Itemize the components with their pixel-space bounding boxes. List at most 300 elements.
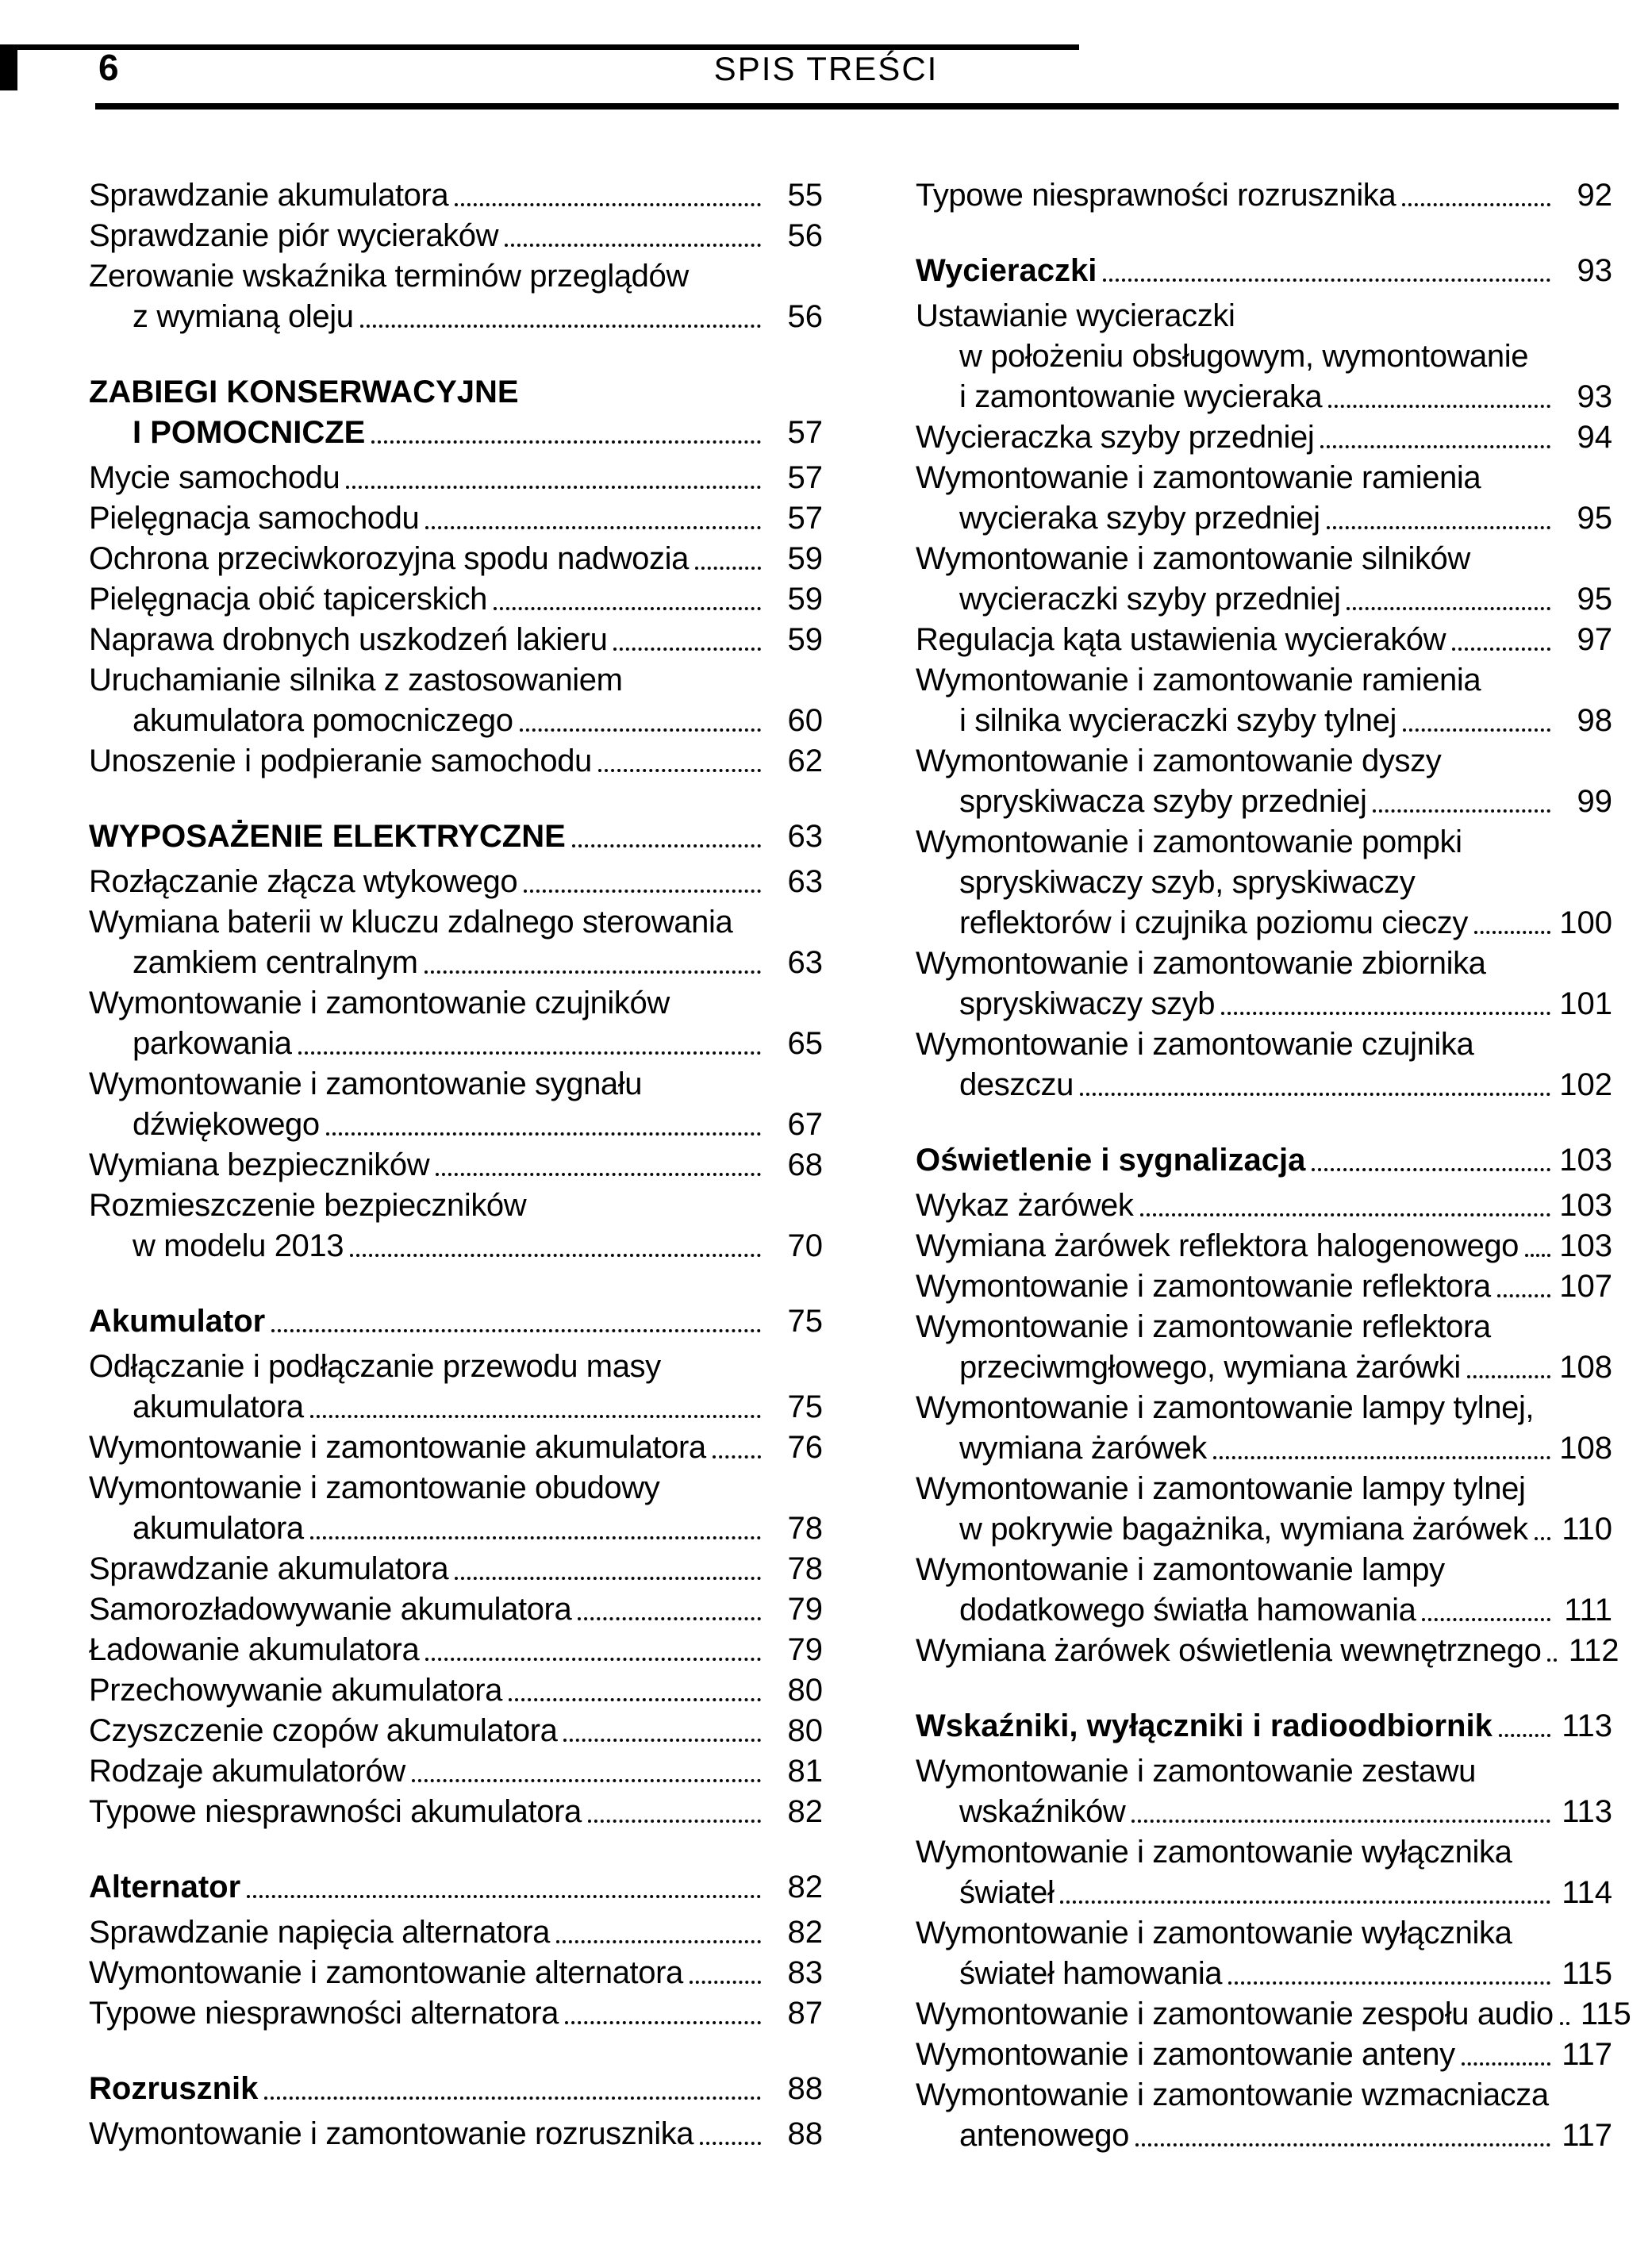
dot-leader (695, 567, 761, 570)
dot-leader (425, 1658, 761, 1661)
toc-line (916, 1704, 1612, 1744)
toc-page-number: 108 (1559, 1350, 1612, 1385)
toc-line (89, 213, 823, 254)
toc-line-text: Wymiana żarówek reflektora halogenowego (916, 1228, 1519, 1263)
toc-entry (89, 1628, 823, 1668)
toc-page-number: 93 (1577, 253, 1612, 288)
toc-line-text: Wymontowanie i zamontowanie lampy tylnej, (916, 1390, 1535, 1425)
toc-line (916, 1870, 1612, 1911)
toc-line-text: w modelu 2013 (133, 1228, 344, 1263)
toc-entry (916, 2073, 1612, 2154)
toc-line-text: Wykaz żarówek (916, 1188, 1134, 1223)
toc-entry (916, 415, 1612, 455)
toc-line-text: Czyszczenie czopów akumulatora (89, 1713, 558, 1748)
toc-page-number: 56 (787, 218, 823, 253)
toc-line (89, 1143, 823, 1183)
dot-leader (1221, 1012, 1550, 1015)
toc-heading (89, 814, 823, 855)
toc-line (89, 1102, 823, 1143)
toc-page-number: 97 (1577, 622, 1612, 657)
toc-line (89, 173, 823, 213)
toc-page-number: 88 (787, 2071, 823, 2106)
toc-line (89, 496, 823, 536)
toc-entry (89, 1749, 823, 1789)
dot-leader (271, 1329, 761, 1332)
toc-line (89, 455, 823, 496)
toc-heading (89, 1299, 823, 1339)
toc-page-number: 82 (787, 1794, 823, 1829)
toc-entry (89, 1344, 823, 1425)
dot-leader (455, 1577, 761, 1580)
toc-line (916, 1789, 1612, 1830)
dot-leader (1560, 2022, 1569, 2025)
toc-page-number: 75 (787, 1304, 823, 1339)
toc-line (916, 1830, 1612, 1870)
toc-line-text: Wymontowanie i zamontowanie wyłącznika (916, 1916, 1512, 1950)
toc-line-text: reflektorów i czujnika poziomu cieczy (959, 905, 1469, 940)
toc-page-number: 94 (1577, 420, 1612, 455)
toc-line-text: Wymontowanie i zamontowanie pompki (916, 824, 1462, 859)
toc-page-number: 59 (787, 541, 823, 576)
toc-line (916, 739, 1612, 779)
toc-entry (89, 617, 823, 658)
dot-leader (1228, 1981, 1550, 1985)
toc-page-number: 98 (1577, 703, 1612, 738)
toc-entry (89, 658, 823, 739)
toc-line-text: Typowe niesprawności alternatora (89, 1996, 559, 2031)
toc-page-number: 95 (1577, 582, 1612, 617)
toc-entry (916, 1022, 1612, 1103)
dot-leader (436, 1173, 761, 1176)
toc-line (916, 1022, 1612, 1063)
toc-entry (916, 294, 1612, 415)
toc-line-text: wskaźników (959, 1794, 1126, 1829)
toc-line-text: Wymontowanie i zamontowanie sygnału (89, 1067, 643, 1101)
toc-page-number: 93 (1577, 379, 1612, 414)
toc-page-number: 57 (787, 415, 823, 450)
toc-line-text: Unoszenie i podpieranie samochodu (89, 744, 592, 778)
toc-entry (916, 1628, 1619, 1669)
toc-line-text: Rozrusznik (89, 2071, 259, 2106)
dot-leader (264, 2097, 761, 2100)
toc-page-number: 103 (1559, 1188, 1612, 1223)
toc-heading (89, 1865, 823, 1905)
toc-line (916, 1466, 1612, 1507)
toc-entry (89, 1950, 823, 1991)
toc-columns (0, 173, 1652, 2154)
toc-line (916, 1426, 1612, 1466)
page-header (0, 44, 1652, 90)
toc-entry (916, 455, 1612, 536)
toc-line (89, 1910, 823, 1950)
dot-leader (578, 1617, 761, 1620)
toc-line (916, 658, 1612, 698)
toc-page-number: 103 (1559, 1143, 1612, 1178)
toc-line (916, 2113, 1612, 2154)
toc-page-number: 101 (1559, 986, 1612, 1021)
dot-leader (1497, 1294, 1550, 1297)
toc-entry (916, 941, 1612, 1022)
toc-entry (89, 1789, 823, 1830)
toc-page-number: 117 (1562, 2118, 1612, 2153)
toc-line-text: Wymontowanie i zamontowanie zespołu audio (916, 1997, 1554, 2031)
dot-leader (1547, 1658, 1557, 1662)
toc-page-number: 63 (787, 864, 823, 899)
toc-line-text: Wymontowanie i zamontowanie silników (916, 541, 1470, 576)
toc-entry (916, 658, 1612, 739)
toc-entry (89, 900, 823, 981)
toc-line (916, 1385, 1612, 1426)
toc-line-text: Ustawianie wycieraczki (916, 298, 1235, 333)
toc-line (89, 1506, 823, 1547)
toc-page-number: 102 (1559, 1067, 1612, 1102)
toc-page-number: 62 (787, 744, 823, 778)
toc-page-number: 115 (1562, 1956, 1612, 1991)
toc-line (916, 982, 1612, 1022)
toc-line (916, 496, 1612, 536)
toc-entry (916, 1305, 1612, 1385)
page-title: SPIS TREŚCI (713, 50, 939, 87)
toc-line-text: Wymiana bezpieczników (89, 1147, 430, 1182)
toc-entry (916, 1224, 1612, 1264)
dot-leader (1474, 931, 1550, 934)
toc-entry (916, 2032, 1612, 2073)
dot-leader (524, 890, 761, 893)
dot-leader (247, 1895, 761, 1898)
toc-line (89, 698, 823, 739)
toc-entry (89, 213, 823, 254)
toc-page-number: 87 (787, 1996, 823, 2031)
dot-leader (425, 526, 761, 529)
toc-entry (89, 1910, 823, 1950)
dot-leader (556, 1940, 761, 1943)
toc-line-text: w pokrywie bagażnika, wymiana żarówek (959, 1512, 1528, 1547)
toc-line-text: akumulatora (133, 1511, 304, 1546)
toc-page-number: 65 (787, 1026, 823, 1061)
dot-leader (1312, 1168, 1550, 1171)
toc-line (916, 2032, 1612, 2073)
toc-line (916, 248, 1612, 289)
toc-line (916, 860, 1612, 901)
toc-line (89, 1628, 823, 1668)
toc-page-number: 82 (787, 1915, 823, 1950)
toc-line (916, 1305, 1612, 1345)
dot-leader (563, 1739, 761, 1742)
dot-leader (350, 1254, 761, 1257)
dot-leader (1422, 1618, 1550, 1621)
toc-entry (89, 455, 823, 496)
toc-line-text: Wymontowanie i zamontowanie lampy (916, 1552, 1445, 1587)
dot-leader (1373, 809, 1550, 813)
toc-line (89, 900, 823, 940)
toc-line-text: Wymontowanie i zamontowanie alternatora (89, 1955, 683, 1990)
toc-page-number: 99 (1577, 784, 1612, 819)
toc-entry (89, 1143, 823, 1183)
toc-line (89, 1299, 823, 1339)
toc-line-text: I POMOCNICZE (133, 415, 366, 450)
toc-line-text: Wymontowanie i zamontowanie lampy tylnej (916, 1471, 1526, 1506)
toc-line-text: spryskiwaczy szyb, spryskiwaczy (959, 865, 1416, 900)
toc-entry (89, 2112, 823, 2152)
dot-leader (1452, 648, 1550, 651)
toc-line-text: Akumulator (89, 1304, 266, 1339)
dot-leader (1320, 445, 1550, 448)
toc-line-text: Sprawdzanie napięcia alternatora (89, 1915, 550, 1950)
toc-entry (89, 1991, 823, 2031)
toc-entry (916, 1264, 1612, 1305)
dot-leader (326, 1132, 761, 1136)
dot-leader (371, 440, 761, 444)
toc-line-text: Wymontowanie i zamontowanie ramienia (916, 460, 1481, 495)
dot-leader (1140, 1213, 1550, 1216)
toc-line-text: Sprawdzanie akumulatora (89, 1551, 449, 1586)
dot-leader (713, 1455, 761, 1459)
dot-leader (346, 486, 761, 489)
toc-entry (89, 173, 823, 213)
toc-line (89, 814, 823, 855)
toc-line (89, 658, 823, 698)
toc-line (89, 294, 823, 335)
toc-line-text: Wycieraczki (916, 253, 1097, 288)
toc-page-number: 78 (787, 1551, 823, 1586)
toc-entry (89, 1425, 823, 1466)
toc-line (89, 1385, 823, 1425)
toc-line-text: Rodzaje akumulatorów (89, 1754, 405, 1789)
toc-page-number: 75 (787, 1389, 823, 1424)
dot-leader (298, 1051, 761, 1055)
toc-line (89, 1789, 823, 1830)
toc-line-text: Oświetlenie i sygnalizacja (916, 1143, 1306, 1178)
toc-line-text: przeciwmgłowego, wymiana żarówki (959, 1350, 1461, 1385)
toc-entry (89, 739, 823, 779)
toc-line-text: Rozmieszczenie bezpieczników (89, 1188, 527, 1223)
toc-line-text: zamkiem centralnym (133, 945, 418, 980)
dot-leader (1525, 1254, 1550, 1257)
toc-line-text: WYPOSAŻENIE ELEKTRYCZNE (89, 819, 566, 854)
toc-line (916, 415, 1612, 455)
dot-leader (588, 1820, 761, 1823)
toc-line (916, 294, 1612, 334)
toc-page-number: 113 (1562, 1794, 1612, 1829)
toc-line-text: świateł (959, 1875, 1055, 1910)
dot-leader (1135, 2143, 1550, 2146)
toc-page-number: 113 (1562, 1708, 1612, 1743)
dot-leader (690, 1981, 761, 1984)
toc-heading (916, 1704, 1612, 1744)
toc-line-text: Sprawdzanie piór wycieraków (89, 218, 499, 253)
dot-leader (700, 2142, 761, 2145)
toc-line-text: Przechowywanie akumulatora (89, 1673, 502, 1708)
toc-line (89, 577, 823, 617)
toc-line-text: Wymontowanie i zamontowanie dyszy (916, 744, 1442, 778)
toc-entry (89, 981, 823, 1062)
toc-line (916, 1063, 1612, 1103)
toc-line (89, 1344, 823, 1385)
toc-entry (916, 1911, 1612, 1992)
toc-entry (89, 254, 823, 335)
dot-leader (310, 1415, 761, 1418)
toc-page-number: 68 (787, 1147, 823, 1182)
toc-line (89, 1708, 823, 1749)
toc-line (89, 2066, 823, 2107)
toc-page-number: 107 (1559, 1269, 1612, 1304)
toc-line-text: parkowania (133, 1026, 292, 1061)
toc-page-number: 70 (787, 1228, 823, 1263)
toc-line (89, 1224, 823, 1264)
toc-line-text: Wycieraczka szyby przedniej (916, 420, 1315, 455)
toc-line-text: Ochrona przeciwkorozyjna spodu nadwozia (89, 541, 689, 576)
toc-entry (89, 496, 823, 536)
toc-line (916, 1183, 1612, 1224)
toc-line-text: Ładowanie akumulatora (89, 1632, 420, 1667)
toc-line-text: Uruchamianie silnika z zastosowaniem (89, 663, 623, 698)
toc-page-number: 88 (787, 2116, 823, 2151)
toc-page-number: 80 (787, 1713, 823, 1748)
toc-line (89, 1425, 823, 1466)
toc-page-number: 57 (787, 501, 823, 536)
toc-line-text: Wymontowanie i zamontowanie zestawu (916, 1754, 1476, 1789)
toc-line (916, 334, 1612, 375)
toc-line (916, 1992, 1631, 2032)
toc-line-text: deszczu (959, 1067, 1074, 1102)
toc-line (916, 1264, 1612, 1305)
toc-line-text: Zerowanie wskaźnika terminów przeglądów (89, 259, 689, 294)
toc-page-number: 79 (787, 1632, 823, 1667)
toc-page-number: 108 (1559, 1431, 1612, 1466)
toc-page-number: 92 (1577, 178, 1612, 213)
toc-line (916, 1345, 1612, 1385)
toc-line-text: świateł hamowania (959, 1956, 1223, 1991)
toc-line (916, 1628, 1619, 1669)
toc-entry (89, 1466, 823, 1547)
toc-line (89, 536, 823, 577)
toc-line-text: Wymontowanie i zamontowanie rozrusznika (89, 2116, 694, 2151)
toc-line (916, 1224, 1612, 1264)
toc-page-number: 79 (787, 1592, 823, 1627)
dot-leader (1327, 526, 1550, 529)
dot-leader (455, 203, 761, 206)
toc-line-text: Pielęgnacja samochodu (89, 501, 420, 536)
toc-line-text: wycieraczki szyby przedniej (959, 582, 1341, 617)
toc-line (916, 1749, 1612, 1789)
toc-line (916, 1588, 1612, 1628)
toc-page-number: 55 (787, 178, 823, 213)
toc-line (89, 981, 823, 1021)
toc-entry (916, 1385, 1612, 1466)
toc-line (916, 901, 1612, 941)
toc-line-text: Wymontowanie i zamontowanie obudowy (89, 1470, 660, 1505)
toc-line (89, 1668, 823, 1708)
toc-entry (89, 1708, 823, 1749)
toc-page-number: 63 (787, 945, 823, 980)
toc-page-number: 115 (1580, 1997, 1631, 2031)
dot-leader (509, 1698, 761, 1701)
toc-entry (89, 1547, 823, 1587)
dot-leader (1213, 1456, 1550, 1459)
toc-entry (916, 1547, 1612, 1628)
toc-line-text: Wymontowanie i zamontowanie czujników (89, 986, 670, 1020)
toc-line-text: Wymontowanie i zamontowanie wyłącznika (916, 1835, 1512, 1870)
toc-entry (916, 820, 1612, 941)
toc-line-text: ZABIEGI KONSERWACYJNE (89, 375, 519, 409)
dot-leader (1060, 1900, 1550, 1904)
dot-leader (425, 970, 761, 974)
toc-line (916, 577, 1612, 617)
dot-leader (598, 769, 761, 772)
toc-line-text: Wymontowanie i zamontowanie wzmacniacza (916, 2077, 1549, 2112)
toc-line-text: dodatkowego światła hamowania (959, 1593, 1416, 1628)
toc-column-left (89, 173, 823, 2154)
toc-line-text: Mycie samochodu (89, 460, 340, 495)
toc-page-number: 59 (787, 582, 823, 617)
toc-line-text: Wymontowanie i zamontowanie anteny (916, 2037, 1455, 2072)
toc-page-number: 110 (1562, 1512, 1612, 1547)
toc-line-text: Wymontowanie i zamontowanie czujnika (916, 1027, 1474, 1062)
dot-leader (1462, 2062, 1550, 2066)
dot-leader (1402, 203, 1550, 206)
toc-page-number: 56 (787, 299, 823, 334)
toc-line (89, 1021, 823, 1062)
toc-line-text: Wymontowanie i zamontowanie reflektora (916, 1269, 1491, 1304)
toc-line-text: Pielęgnacja obić tapicerskich (89, 582, 488, 617)
dot-leader (520, 728, 761, 732)
dot-leader (360, 325, 761, 328)
toc-line-text: w położeniu obsługowym, wymontowanie (959, 339, 1529, 374)
toc-page-number: 67 (787, 1107, 823, 1142)
toc-line-text: i zamontowanie wycieraka (959, 379, 1323, 414)
toc-entry (89, 577, 823, 617)
toc-page-number: 95 (1577, 501, 1612, 536)
toc-line-text: Rozłączanie złącza wtykowego (89, 864, 518, 899)
toc-page-number: 114 (1562, 1875, 1612, 1910)
toc-entry (89, 859, 823, 900)
toc-line-text: Alternator (89, 1870, 241, 1904)
toc-line (916, 698, 1612, 739)
toc-line-text: akumulatora pomocniczego (133, 703, 513, 738)
toc-entry (89, 1062, 823, 1143)
toc-line (89, 2112, 823, 2152)
toc-column-right (916, 173, 1631, 2154)
toc-page-number: 100 (1559, 905, 1612, 940)
toc-line-text: spryskiwacza szyby przedniej (959, 784, 1367, 819)
toc-entry (916, 1749, 1612, 1830)
toc-line-text: wycieraka szyby przedniej (959, 501, 1320, 536)
toc-entry (916, 1466, 1612, 1547)
toc-line-text: Wymiana żarówek oświetlenia wewnętrznego (916, 1633, 1542, 1668)
dot-leader (613, 648, 761, 651)
toc-line (916, 536, 1612, 577)
dot-leader (1103, 279, 1550, 282)
toc-line (916, 173, 1612, 213)
toc-line-text: Wymontowanie i zamontowanie zbiornika (916, 946, 1486, 981)
toc-entry (916, 536, 1612, 617)
toc-entry (916, 1992, 1631, 2032)
toc-page-number: 80 (787, 1673, 823, 1708)
dot-leader (494, 607, 761, 610)
toc-line-text: Naprawa drobnych uszkodzeń lakieru (89, 622, 608, 657)
toc-page-number: 83 (787, 1955, 823, 1990)
toc-entry (916, 173, 1612, 213)
toc-line (89, 1865, 823, 1905)
toc-line-text: Sprawdzanie akumulatora (89, 178, 449, 213)
toc-line-text: akumulatora (133, 1389, 304, 1424)
toc-page-number: 81 (787, 1754, 823, 1789)
toc-line (916, 617, 1612, 658)
dot-leader (505, 244, 761, 247)
toc-line (89, 1587, 823, 1628)
toc-line (916, 1951, 1612, 1992)
toc-line-text: Wymontowanie i zamontowanie akumulatora (89, 1430, 706, 1465)
